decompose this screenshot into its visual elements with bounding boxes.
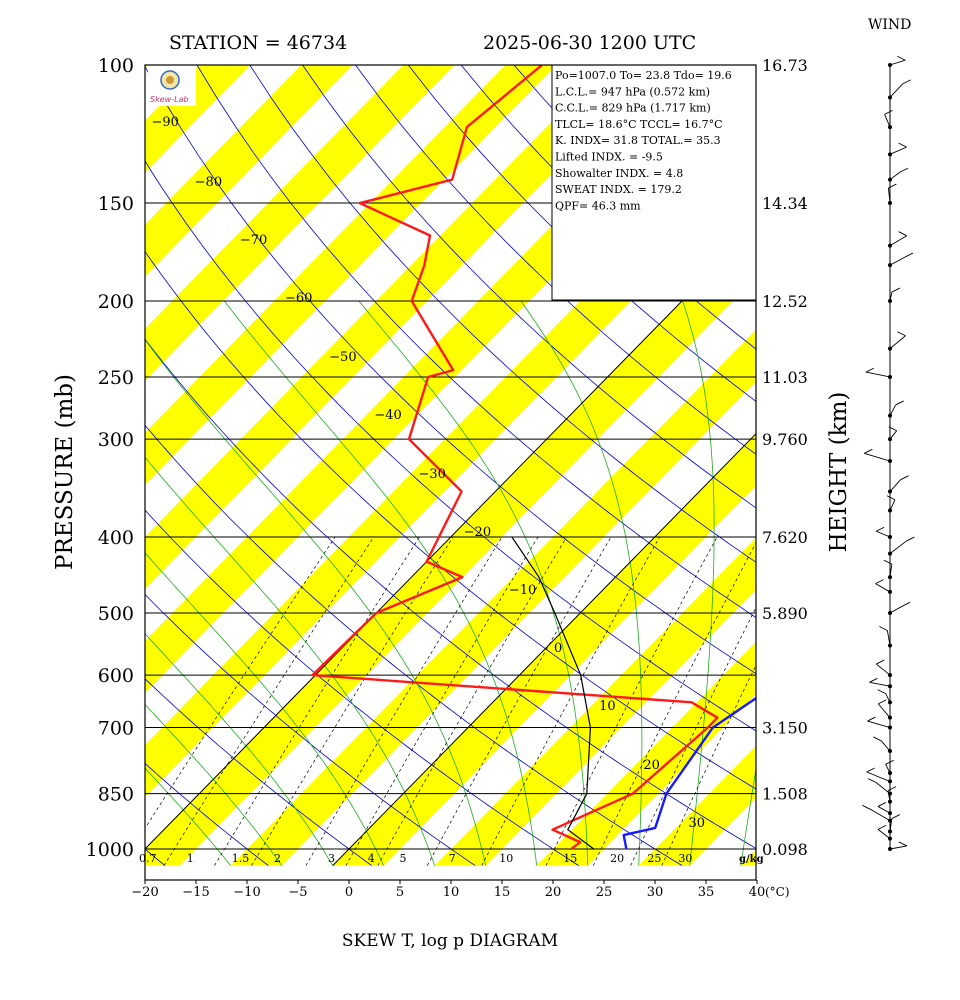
wind-barb-feather [900, 168, 908, 172]
wind-barb-feather [897, 332, 905, 336]
height-tick-label: 1.508 [762, 784, 808, 804]
datetime-label: 2025-06-30 1200 UTC [483, 32, 697, 54]
index-line: Lifted INDX. = -9.5 [555, 150, 663, 164]
wind-title: WIND [868, 17, 912, 33]
wind-barb-feather [902, 602, 910, 606]
wind-barb-feather [867, 717, 875, 721]
wind-barb [890, 147, 907, 154]
mixing-ratio-label: 5 [399, 852, 407, 865]
x-tick-label: 40 [748, 885, 766, 900]
wind-barb [890, 60, 905, 65]
index-line: K. INDX= 31.8 TOTAL.= 35.3 [555, 134, 721, 148]
mixing-ratio-label: 3 [327, 852, 335, 865]
wind-barb [890, 480, 901, 492]
logo [148, 68, 196, 106]
wind-barb-feather [876, 580, 884, 584]
isotherm-band [0, 48, 165, 866]
wind-barb-feather [892, 815, 900, 819]
wind-barb-feather [868, 779, 876, 783]
isotherm-band [843, 48, 960, 866]
wind-barb [890, 405, 896, 416]
isotherm-label: 0 [553, 641, 563, 656]
wind-barb [876, 664, 890, 675]
wind-barb [866, 372, 890, 377]
wind-barb-feather [892, 288, 900, 292]
x-tick-label: −20 [131, 885, 159, 900]
x-tick-label: 10 [442, 885, 460, 900]
footer-title: SKEW T, log p DIAGRAM [341, 931, 559, 951]
height-tick-label: 3.150 [762, 718, 808, 738]
mixing-ratio-label: 0.7 [139, 852, 157, 865]
wind-barb-feather [885, 110, 893, 114]
height-tick-label: 11.03 [762, 367, 808, 387]
wind-barb [890, 846, 907, 849]
wind-barb [867, 721, 890, 728]
wind-barb [878, 704, 890, 718]
x-tick-label: −5 [288, 885, 308, 900]
wind-barb-feather [876, 660, 884, 664]
wind-barb-feather [899, 143, 907, 147]
pressure-tick-label: 700 [97, 717, 134, 740]
isotherm-label: −20 [463, 525, 492, 540]
wind-barb-feather [903, 80, 911, 84]
wind-barb-feather [878, 690, 886, 694]
wind-barb [890, 172, 900, 179]
wind-barb [878, 806, 890, 813]
wind-barb-feather [906, 537, 914, 541]
index-line: QPF= 46.3 mm [555, 199, 641, 213]
isotherm-label: −30 [418, 467, 446, 482]
wind-barb-feather [901, 476, 909, 480]
height-tick-label: 5.890 [762, 603, 808, 623]
isotherm-label: −50 [329, 350, 357, 365]
x-unit-label: (°C) [765, 885, 790, 899]
wind-barb [890, 606, 902, 613]
wind-barb-feather [878, 802, 886, 806]
wind-barb-feather [905, 253, 913, 257]
wind-barb-feather [876, 527, 884, 531]
pressure-tick-label: 1000 [85, 839, 134, 861]
height-tick-label: 7.620 [762, 528, 808, 548]
mixing-ratio-label: 2 [273, 852, 281, 865]
wind-barb [886, 764, 890, 773]
moist-adiabat [0, 301, 333, 866]
pressure-axis-label: PRESSURE (mb) [52, 374, 78, 570]
wind-barb-feather [864, 449, 872, 453]
x-tick-label: 30 [646, 885, 664, 900]
wind-barb [890, 541, 906, 554]
mixing-ratio-unit: g/kg [739, 854, 764, 865]
wind-barb [876, 783, 890, 794]
wind-barb [876, 531, 890, 537]
wind-barb [890, 336, 905, 349]
x-tick-label: −15 [182, 885, 210, 900]
isotherm-label: −40 [374, 408, 402, 423]
pressure-tick-label: 200 [97, 291, 134, 314]
mixing-ratio-label: 25 [647, 852, 662, 865]
mixing-ratio-label: 7 [448, 852, 456, 865]
wind-barb [890, 431, 897, 439]
wind-barb [890, 236, 907, 246]
x-tick-label: 5 [395, 885, 405, 900]
logo-text: Skew-Lab [150, 95, 189, 104]
wind-barb-feather [873, 737, 881, 741]
isotherm-label: 10 [599, 699, 616, 714]
mixing-ratio-label: 15 [563, 852, 578, 865]
wind-barb-feather [866, 368, 874, 372]
wind-barb-feather [899, 232, 907, 236]
wind-barb-feather [878, 825, 886, 829]
index-line: Po=1007.0 To= 23.8 Tdo= 19.6 [555, 69, 732, 82]
index-line: SWEAT INDX. = 179.2 [555, 183, 682, 197]
x-tick-label: 15 [493, 885, 511, 900]
station-label: STATION = 46734 [169, 32, 348, 54]
wind-barb [869, 682, 890, 686]
wind-barb-feather [884, 560, 892, 564]
pressure-tick-label: 300 [97, 429, 134, 452]
index-line: L.C.L.= 947 hPa (0.572 km) [555, 85, 711, 99]
mixing-ratio-label: 30 [678, 852, 693, 865]
height-tick-label: 0.098 [762, 840, 808, 859]
wind-barb [886, 694, 890, 703]
isotherm-label: 30 [688, 816, 706, 831]
wind-barb [890, 84, 903, 98]
wind-barb-feather [878, 700, 886, 704]
wind-barb [885, 114, 890, 127]
pressure-tick-label: 400 [97, 527, 134, 550]
index-line: Showalter INDX. = 4.8 [555, 166, 684, 180]
wind-barb-feather [896, 401, 904, 405]
isotherm-label: −70 [239, 233, 268, 248]
height-tick-label: 12.52 [762, 292, 808, 312]
mixing-ratio-label: 4 [367, 852, 375, 865]
height-axis-label: HEIGHT (km) [826, 391, 852, 553]
wind-barb-feather [879, 627, 887, 631]
wind-barb [890, 257, 905, 265]
pressure-tick-label: 100 [97, 55, 134, 77]
pressure-tick-label: 850 [97, 783, 134, 806]
height-tick-label: 14.34 [762, 194, 808, 214]
wind-profile [862, 56, 914, 851]
mixing-ratio-label: 1.5 [231, 852, 250, 865]
wind-barb [864, 453, 890, 461]
isotherm-label: −60 [284, 291, 313, 306]
wind-barb-feather [867, 768, 875, 772]
wind-barb [890, 500, 895, 511]
mixing-ratio-label: 20 [610, 852, 625, 865]
mixing-ratio-label: 10 [499, 852, 514, 865]
wind-barb-feather [897, 56, 905, 60]
isotherm-label: 20 [643, 758, 660, 773]
x-tick-label: 25 [595, 885, 613, 900]
x-tick-label: 20 [544, 885, 562, 900]
wind-barb [881, 741, 890, 751]
wind-barb-feather [888, 787, 896, 791]
pressure-tick-label: 150 [97, 193, 134, 216]
isotherm-label: −80 [194, 175, 223, 190]
pressure-tick-label: 600 [97, 665, 134, 688]
x-tick-label: 0 [344, 885, 354, 900]
wind-barb-feather [869, 678, 877, 682]
dry-adiabat [0, 65, 165, 866]
pressure-tick-label: 250 [97, 366, 134, 389]
isotherm-label: −10 [508, 583, 537, 598]
wind-barb-feather [862, 805, 870, 809]
pressure-tick-label: 500 [97, 602, 134, 625]
mixing-ratio-label: 1 [186, 852, 194, 865]
height-tick-label: 9.760 [762, 430, 808, 450]
index-line: TLCL= 18.6°C TCCL= 16.7°C [555, 117, 723, 131]
height-tick-label: 16.73 [762, 56, 808, 75]
wind-barb-feather [887, 496, 895, 500]
isotherm-label: −90 [151, 115, 179, 130]
wind-barb-feather [899, 842, 907, 846]
x-tick-label: 35 [697, 885, 715, 900]
wind-barb [876, 584, 890, 592]
x-tick-label: −10 [233, 885, 261, 900]
moist-adiabat [224, 301, 536, 866]
index-line: C.C.L.= 829 hPa (1.717 km) [555, 101, 711, 115]
